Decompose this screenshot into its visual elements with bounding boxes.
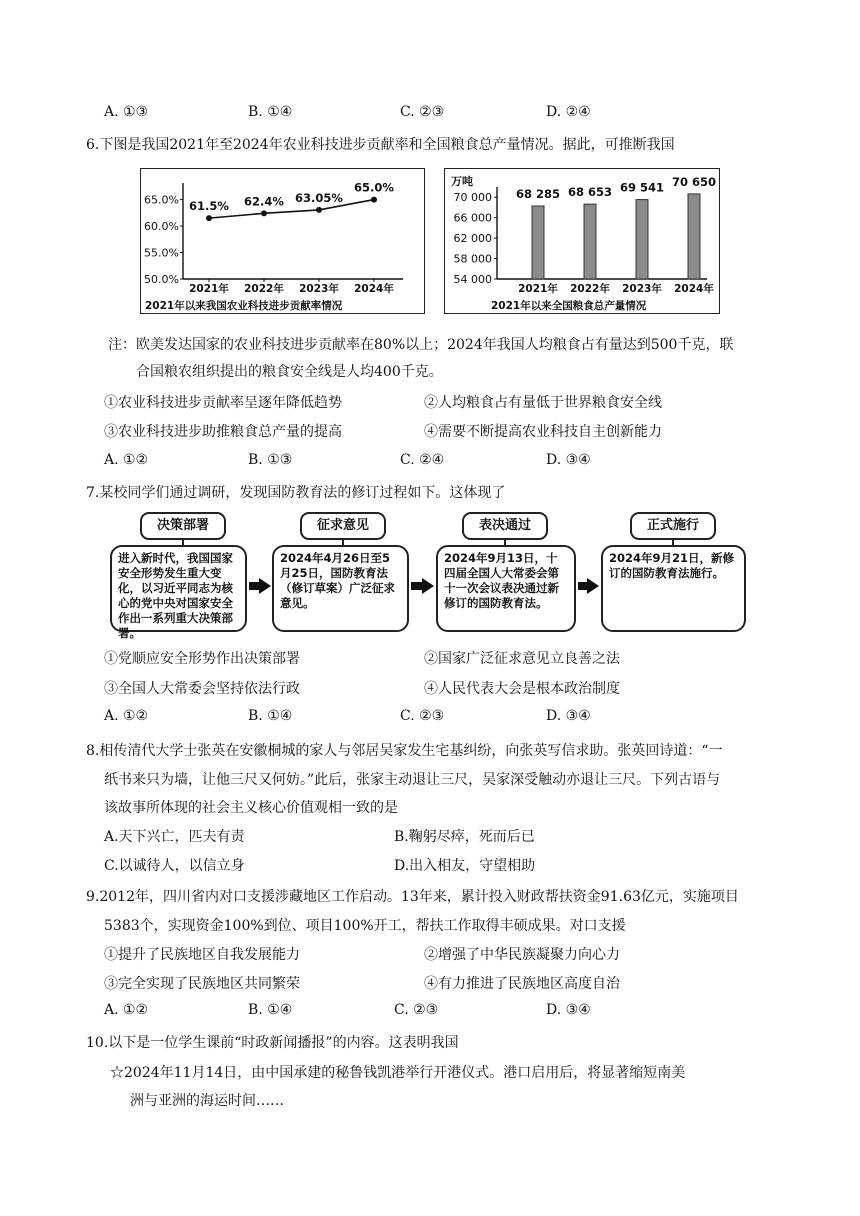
bar-chart-bar bbox=[688, 194, 700, 279]
q8-line3: 该故事所体现的社会主义核心价值观相一致的是 bbox=[104, 800, 398, 816]
bar-chart-y-tick-label: 54 000 bbox=[453, 273, 492, 286]
bar-chart-unit-label: 万吨 bbox=[451, 175, 473, 188]
q6-item-3: ③农业科技进步助推粮食总产量的提高 bbox=[104, 424, 342, 440]
line-chart-y-tick-label: 65.0% bbox=[144, 193, 179, 207]
bar-chart-bar bbox=[584, 204, 596, 279]
q8-line1: 8.相传清代大学士张英在安徽桐城的家人与邻居吴家发生宅基纠纷，向张英写信求助。张英回诗道：“一 bbox=[86, 743, 723, 759]
q7-stem: 7.某校同学们通过调研，发现国防教育法的修订过程如下。这体现了 bbox=[86, 485, 506, 501]
bar-chart-y-tick-label: 70 000 bbox=[453, 191, 492, 205]
bar-chart-title: 2021年以来全国粮食总产量情况 bbox=[491, 300, 647, 312]
bar-chart-data-label: 69 541 bbox=[619, 180, 665, 195]
q6-option-d: D. ③④ bbox=[546, 452, 591, 468]
line-chart-data-label: 65.0% bbox=[354, 180, 394, 195]
q7-item-3: ③全国人大常委会坚持依法行政 bbox=[104, 681, 300, 697]
q5-option-a: A. ①③ bbox=[104, 104, 149, 120]
bar-chart-x-label: 2023年 bbox=[622, 283, 662, 295]
line-chart-x-label: 2021年 bbox=[189, 283, 229, 295]
q5-option-b: B. ①④ bbox=[248, 104, 293, 120]
q9-option-d: D. ③④ bbox=[546, 1002, 591, 1018]
q9-option-a: A. ①② bbox=[104, 1002, 149, 1018]
stage-body-3: 2024年9月13日，十四届全国人大常委会第十一次会议表决通过新修订的国防教育法。 bbox=[436, 545, 576, 632]
q9-item-1: ①提升了民族地区自我发展能力 bbox=[104, 947, 300, 963]
line-chart-data-label: 61.5% bbox=[189, 199, 229, 214]
q5-option-d: D. ②④ bbox=[546, 104, 591, 120]
q6-stem: 6.下图是我国2021年至2024年农业科技进步贡献率和全国粮食总产量情况。据此，可推断我国 bbox=[86, 137, 675, 153]
stage-body-1: 进入新时代，我国国家安全形势发生重大变化，以习近平同志为核心的党中央对国家安全作出一系列重大决策部署。 bbox=[110, 545, 247, 632]
line-chart-y-tick-label: 60.0% bbox=[144, 220, 179, 234]
stage-head-3: 表决通过 bbox=[462, 512, 548, 540]
line-chart-title: 2021年以来我国农业科技进步贡献率情况 bbox=[145, 300, 343, 312]
q9-option-b: B. ①④ bbox=[248, 1002, 293, 1018]
bar-chart-data-label: 68 653 bbox=[567, 185, 613, 200]
q6-item-2: ②人均粮食占有量低于世界粮食安全线 bbox=[424, 395, 662, 411]
q5-option-c: C. ②③ bbox=[400, 104, 445, 120]
line-chart-panel bbox=[140, 168, 425, 314]
q9-line2: 5383个，实现资金100%到位、项目100%开工，帮扶工作取得丰硕成果。对口支援 bbox=[104, 918, 626, 934]
q9-item-4: ④有力推进了民族地区高度自治 bbox=[424, 976, 620, 992]
q7-option-c: C. ②③ bbox=[400, 708, 445, 724]
q9-line1: 9.2012年，四川省内对口支援涉藏地区工作启动。13年来，累计投入财政帮扶资金91.63亿元，实施项目 bbox=[86, 889, 739, 905]
q6-note-line2: 合国粮农组织提出的粮食安全线是人均400千克。 bbox=[136, 364, 443, 380]
q10-stem: 10.以下是一位学生课前“时政新闻播报”的内容。这表明我国 bbox=[86, 1035, 459, 1051]
bar-chart-x-label: 2021年 bbox=[518, 283, 558, 295]
q10-news-line2: 洲与亚洲的海运时间…… bbox=[130, 1093, 284, 1109]
grain-output-bar-chart bbox=[445, 169, 719, 313]
arrow-2-icon bbox=[422, 578, 434, 594]
bar-chart-bar bbox=[532, 206, 544, 279]
q9-item-2: ②增强了中华民族凝聚力向心力 bbox=[424, 947, 620, 963]
line-chart-x-label: 2024年 bbox=[354, 283, 394, 295]
stage-head-2: 征求意见 bbox=[300, 512, 386, 540]
q6-option-b: B. ①③ bbox=[248, 452, 293, 468]
tech-contribution-line-chart bbox=[141, 169, 424, 313]
arrow-1-icon bbox=[259, 578, 271, 594]
bar-chart-x-label: 2024年 bbox=[674, 283, 714, 295]
q7-option-b: B. ①④ bbox=[248, 708, 293, 724]
arrow-1-bar bbox=[249, 582, 259, 590]
q7-option-a: A. ①② bbox=[104, 708, 149, 724]
bar-chart-data-label: 68 285 bbox=[515, 186, 561, 201]
stage-body-2: 2024年4月26日至5月25日，国防教育法（修订草案）广泛征求意见。 bbox=[272, 545, 409, 632]
q6-option-c: C. ②④ bbox=[400, 452, 445, 468]
q8-option-a: A.天下兴亡，匹夫有责 bbox=[104, 829, 245, 845]
line-chart-series-line bbox=[209, 200, 374, 219]
q6-option-a: A. ①② bbox=[104, 452, 149, 468]
q7-item-4: ④人民代表大会是根本政治制度 bbox=[424, 681, 620, 697]
line-chart-y-tick-label: 55.0% bbox=[144, 246, 179, 260]
bar-chart-x-label: 2022年 bbox=[570, 283, 610, 295]
line-chart-point bbox=[261, 210, 267, 216]
q8-option-b: B.鞠躬尽瘁，死而后已 bbox=[394, 829, 535, 845]
q7-option-d: D. ③④ bbox=[546, 708, 591, 724]
q9-item-3: ③完全实现了民族地区共同繁荣 bbox=[104, 976, 300, 992]
line-chart-point bbox=[371, 197, 377, 203]
arrow-3-icon bbox=[587, 578, 599, 594]
stage-head-4: 正式施行 bbox=[630, 512, 716, 540]
line-chart-x-label: 2022年 bbox=[244, 283, 284, 295]
q6-item-4: ④需要不断提高农业科技自主创新能力 bbox=[424, 424, 662, 440]
q7-item-2: ②国家广泛征求意见立良善之法 bbox=[424, 651, 620, 667]
stage-head-1: 决策部署 bbox=[140, 512, 226, 540]
q7-item-1: ①党顺应安全形势作出决策部署 bbox=[104, 651, 300, 667]
bar-chart-data-label: 70 650 bbox=[671, 174, 717, 189]
q6-item-1: ①农业科技进步贡献率呈逐年降低趋势 bbox=[104, 395, 342, 411]
q8-line2: 纸书来只为墙，让他三尺又何妨。”此后，张家主动退让三尺，吴家深受触动亦退让三尺。下列古语与 bbox=[104, 772, 721, 788]
line-chart-data-label: 62.4% bbox=[244, 194, 284, 209]
bar-chart-y-tick-label: 66 000 bbox=[453, 211, 492, 225]
stage-body-4: 2024年9月21日，新修订的国防教育法施行。 bbox=[601, 545, 746, 632]
line-chart-point bbox=[316, 207, 322, 213]
q10-news-line1: ☆2024年11月14日，由中国承建的秘鲁钱凯港举行开港仪式。港口启用后，将显著缩短南美 bbox=[110, 1065, 686, 1081]
bar-chart-panel bbox=[444, 168, 720, 314]
line-chart-x-label: 2023年 bbox=[299, 283, 339, 295]
line-chart-y-tick-label: 50.0% bbox=[144, 273, 179, 286]
bar-chart-y-tick-label: 58 000 bbox=[453, 252, 492, 266]
q8-option-d: D.出入相友，守望相助 bbox=[394, 858, 536, 874]
bar-chart-bar bbox=[636, 200, 648, 279]
line-chart-point bbox=[206, 215, 212, 221]
line-chart-data-label: 63.05% bbox=[295, 190, 343, 205]
q9-option-c: C. ②③ bbox=[394, 1002, 439, 1018]
bar-chart-y-tick-label: 62 000 bbox=[453, 232, 492, 246]
q6-note-line1: 注：欧美发达国家的农业科技进步贡献率在80%以上；2024年我国人均粮食占有量达到500千克，联 bbox=[108, 337, 734, 353]
q8-option-c: C.以诚待人，以信立身 bbox=[104, 858, 245, 874]
